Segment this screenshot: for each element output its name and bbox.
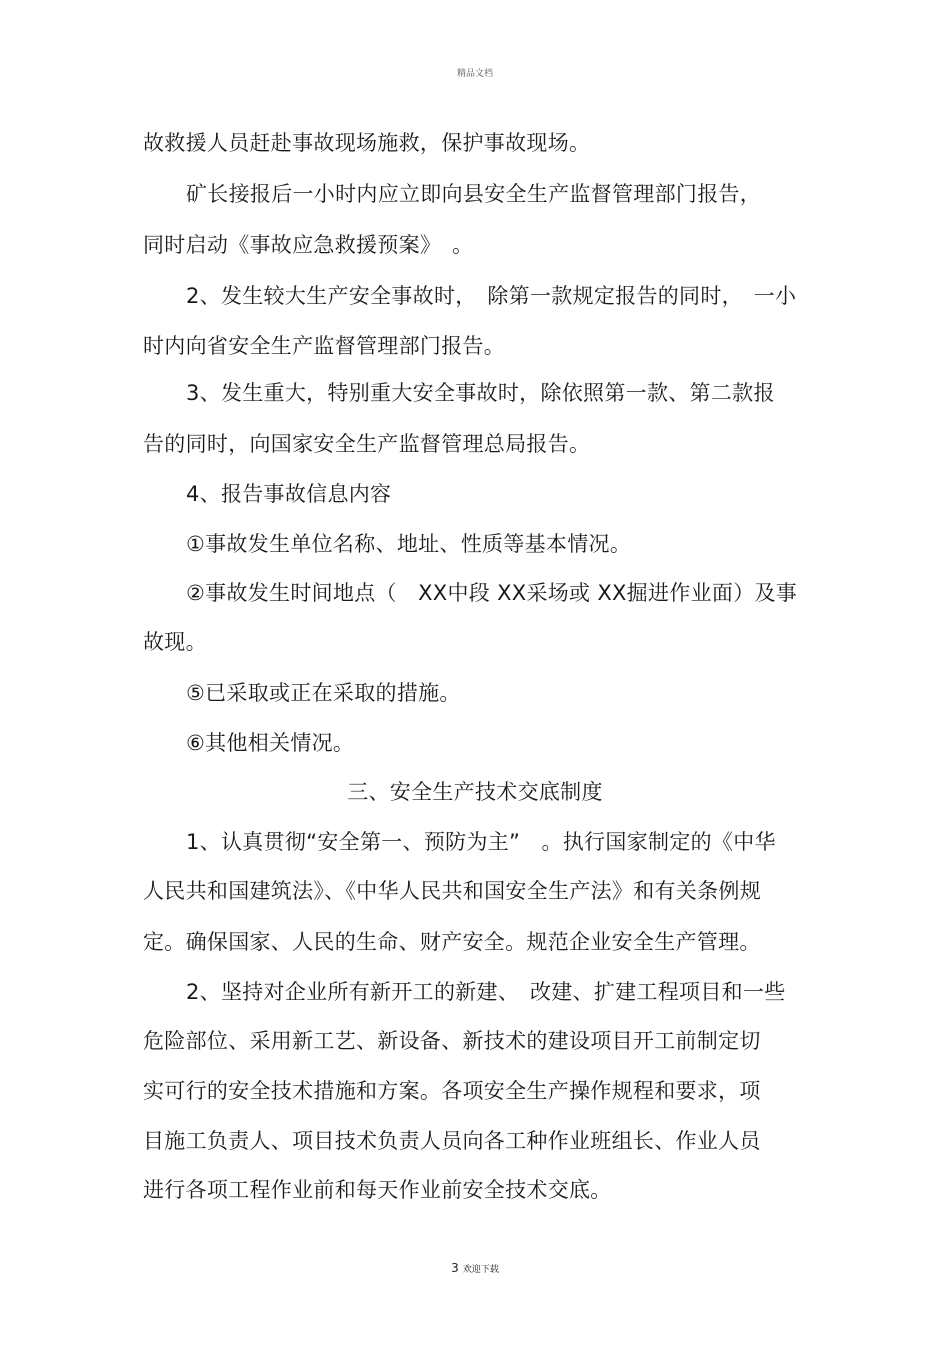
text-line-10: ②事故发生时间地点（ XX中段 XX采场或 XX掘进作业面）及事 [186,581,798,605]
text-line-18: 2、坚持对企业所有新开工的新建、 改建、扩建工程项目和一些 [186,980,786,1004]
page-number: 3 [451,1261,459,1275]
text-line-4: 2、发生较大生产安全事故时， 除第一款规定报告的同时， 一小 [186,284,797,308]
text-line-12: ⑤已采取或正在采取的措施。 [186,681,461,705]
text-line-15: 1、认真贯彻“安全第一、预防为主” 。执行国家制定的《中华 [186,830,776,854]
section-heading: 三、安全生产技术交底制度 [347,780,603,804]
page-footer [0,1261,950,1275]
text-line-16: 人民共和国建筑法》、《中华人民共和国安全生产法》和有关条例规 [143,879,761,903]
text-line-19: 危险部位、采用新工艺、新设备、新技术的建设项目开工前制定切 [143,1029,761,1053]
text-line-5: 时内向省安全生产监督管理部门报告。 [143,334,506,358]
text-line-20: 实可行的安全技术措施和方案。各项安全生产操作规程和要求，项 [143,1079,761,1103]
text-line-22: 进行各项工程作业前和每天作业前安全技术交底。 [143,1178,612,1202]
text-line-7: 告的同时，向国家安全生产监督管理总局报告。 [143,432,591,456]
text-line-3: 同时启动《事故应急救援预案》 。 [143,233,474,257]
text-line-17: 定。确保国家、人民的生命、财产安全。规范企业安全生产管理。 [143,930,761,954]
text-line-1: 故救援人员赶赴事故现场施救，保护事故现场。 [143,131,591,155]
text-line-2: 矿长接报后一小时内应立即向县安全生产监督管理部门报告， [186,182,762,206]
text-line-8: 4、报告事故信息内容 [186,482,392,506]
page-header: 精品文档 [456,69,493,79]
text-line-13: ⑥其他相关情况。 [186,731,355,755]
text-line-6: 3、发生重大，特别重大安全事故时，除依照第一款、第二款报 [186,381,775,405]
text-line-11: 故现。 [143,630,207,654]
text-line-9: ①事故发生单位名称、地址、性质等基本情况。 [186,532,632,556]
footer-label: 欢迎下载 [462,1265,499,1275]
text-line-21: 目施工负责人、项目技术负责人员向各工种作业班组长、作业人员 [143,1129,761,1153]
